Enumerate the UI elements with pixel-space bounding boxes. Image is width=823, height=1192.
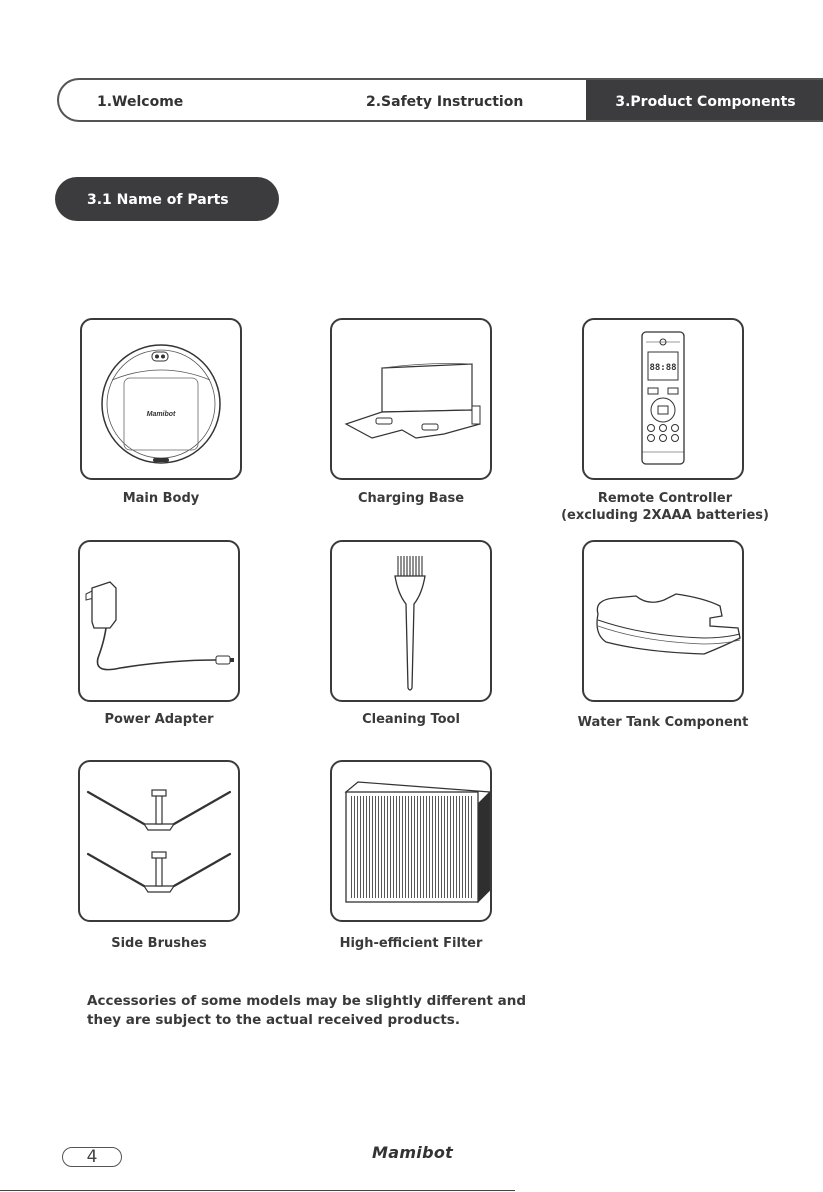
part-card-main-body — [80, 318, 242, 480]
tab-safety-instruction[interactable]: 2.Safety Instruction — [366, 94, 524, 110]
part-card-remote-controller — [582, 318, 744, 480]
robot-logo-text: Mamibot — [146, 411, 176, 418]
brand-logo: Mamibot — [372, 1143, 454, 1162]
caption-water-tank: Water Tank Component — [577, 715, 749, 730]
caption-charging-base: Charging Base — [357, 491, 465, 506]
part-card-power-adapter — [78, 540, 240, 702]
caption-remote-line2: (excluding 2XAAA batteries) — [561, 508, 769, 523]
caption-filter: High-efficient Filter — [339, 936, 483, 951]
section-tab-bar — [57, 78, 823, 122]
accessories-note — [87, 992, 527, 1030]
bottom-divider — [0, 1190, 515, 1191]
tab-product-components[interactable]: 3.Product Components — [586, 80, 823, 120]
note-line-1: Accessories of some models may be slightly different and — [87, 993, 527, 1009]
part-card-filter — [330, 760, 492, 922]
caption-cleaning-tool: Cleaning Tool — [362, 712, 460, 727]
remote-display-text: 88:88 — [649, 363, 677, 373]
caption-power-adapter: Power Adapter — [104, 712, 214, 727]
filter-icon — [332, 762, 490, 920]
robot-vacuum-icon — [82, 320, 240, 478]
page-number: 4 — [62, 1147, 122, 1167]
power-adapter-icon — [80, 542, 238, 700]
part-card-side-brushes — [78, 760, 240, 922]
note-line-2: they are subject to the actual received products. — [87, 1012, 460, 1028]
tab-welcome[interactable]: 1.Welcome — [97, 94, 184, 110]
caption-side-brushes: Side Brushes — [111, 936, 207, 951]
cleaning-brush-icon — [332, 542, 490, 700]
part-card-charging-base — [330, 318, 492, 480]
side-brushes-icon — [80, 762, 238, 920]
charging-base-icon — [332, 320, 490, 478]
water-tank-icon — [584, 542, 742, 700]
caption-remote-line1: Remote Controller — [597, 491, 733, 506]
caption-main-body: Main Body — [122, 491, 200, 506]
remote-controller-icon — [584, 320, 742, 478]
part-card-cleaning-tool — [330, 540, 492, 702]
section-title: 3.1 Name of Parts — [55, 177, 279, 221]
part-card-water-tank — [582, 540, 744, 702]
caption-remote-controller — [540, 490, 790, 524]
